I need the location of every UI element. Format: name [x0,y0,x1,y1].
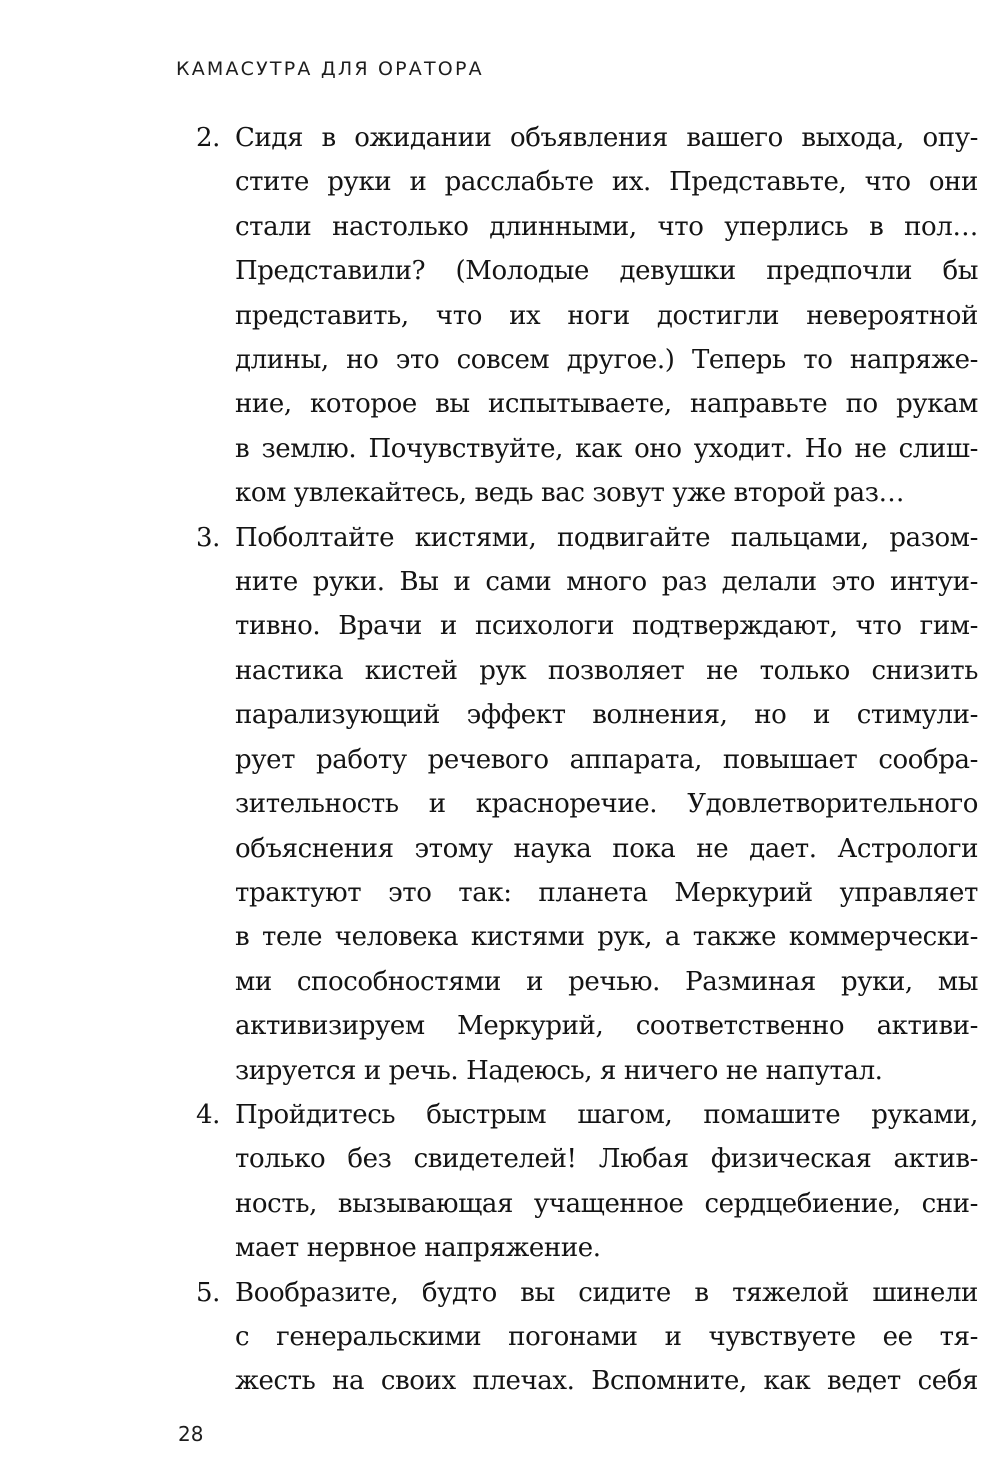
text-line: стали настолько длинными, что уперлись в пол… [235,211,978,242]
text-line: Пройдитесь быстрым шагом, помашите руками, [235,1099,978,1130]
text-line: представить, что их ноги достигли невероятной [235,300,978,331]
text-line: активизируем Меркурий, соответственно активи- [235,1011,978,1042]
running-title: КАМАСУТРА ДЛЯ ОРАТОРА [176,58,484,80]
text-line: ните руки. Вы и сами много раз делали это интуи- [235,567,978,598]
text-line: только без свидетелей! Любая физическая актив- [235,1144,978,1175]
text-line: длины, но это совсем другое.) Теперь то напряже- [235,345,978,376]
text-line: в землю. Почувствуйте, как оно уходит. Но не слиш- [235,433,978,464]
text-line: Вообразите, будто вы сидите в тяжелой шинели [235,1277,978,1308]
text-line: тивно. Врачи и психологи подтверждают, что гим- [235,611,978,642]
text-line: рует работу речевого аппарата, повышает сообра- [235,744,978,775]
list-item [196,116,978,516]
list-item [196,516,978,1093]
text-line: Представили? (Молодые девушки предпочли бы [235,256,978,287]
text-line: зительность и красноречие. Удовлетворительного [235,789,978,820]
text-line: жесть на своих плечах. Вспомните, как ведет себя [235,1366,978,1397]
text-line: трактуют это так: планета Меркурий управляет [235,877,978,908]
numbered-list [196,116,978,1404]
list-item-number: 2. [196,123,221,153]
text-line: зируется и речь. Надеюсь, я ничего не напутал. [235,1055,883,1086]
text-line: ность, вызывающая учащенное сердцебиение, сни- [235,1188,978,1219]
list-item-number: 3. [196,522,221,553]
list-item [196,1271,978,1404]
text-line: настика кистей рук позволяет не только снизить [235,655,978,686]
text-line: в теле человека кистями рук, а также коммерчески- [235,922,978,953]
text-line: стите руки и расслабьте их. Представьте, что они [235,167,978,198]
list-item-number: 4. [196,1099,221,1130]
list-item [196,1093,978,1271]
page-number: 28 [178,1422,204,1446]
text-line: ние, которое вы испытываете, направьте по рукам [235,389,978,420]
list-item-number: 5. [196,1277,221,1308]
text-line: с генеральскими погонами и чувствуете ее тя- [235,1321,978,1352]
text-line: Поболтайте кистями, подвигайте пальцами, разом- [235,522,978,553]
text-line: мает нервное напряжение. [235,1233,601,1264]
text-line: Сидя в ожидании объявления вашего выхода, опу- [235,123,978,153]
text-line: ми способностями и речью. Разминая руки, мы [235,966,978,997]
text-line: ком увлекайтесь, ведь вас зовут уже второй раз… [235,478,905,509]
text-line: парализующий эффект волнения, но и стимули- [235,700,978,731]
text-line: объяснения этому наука пока не дает. Астрологи [235,833,978,864]
